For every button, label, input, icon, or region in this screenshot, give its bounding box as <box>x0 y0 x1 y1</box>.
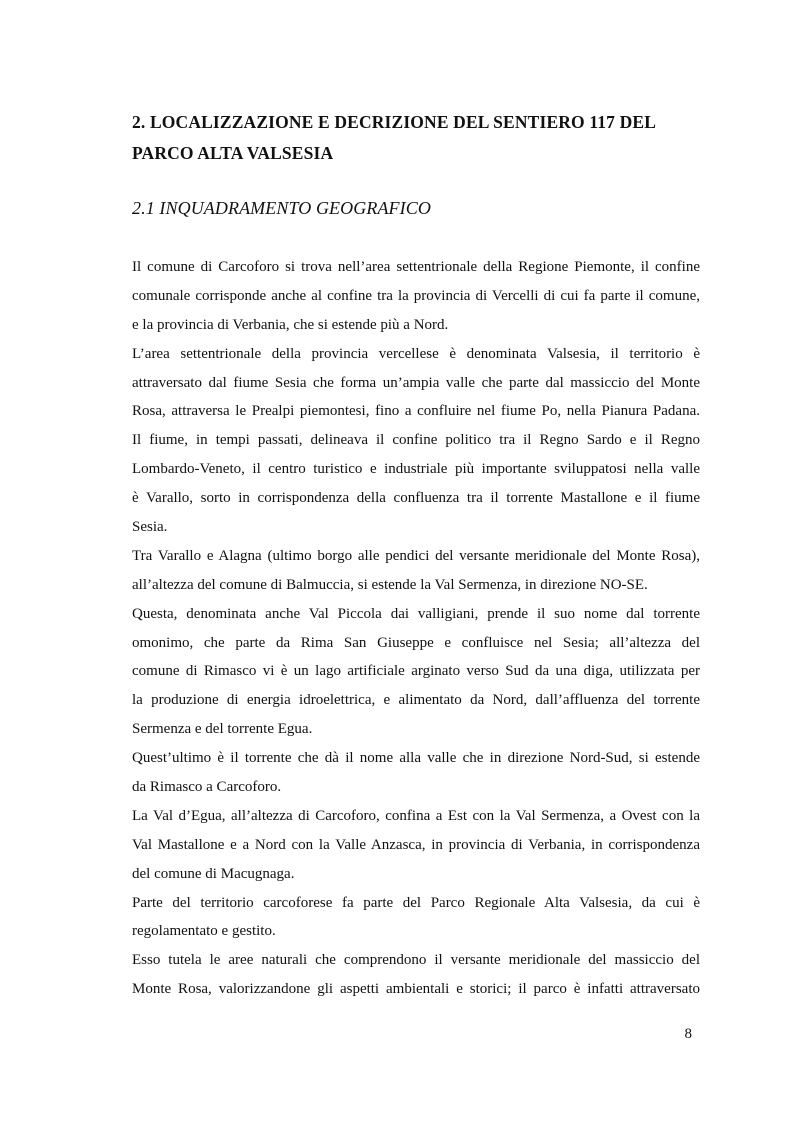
text-line: Lombardo-Veneto, il centro turistico e industriale più importante sviluppatosi nella valle <box>132 461 700 478</box>
text-line: comunale corrisponde anche al confine tra la provincia di Vercelli di cui fa parte il comune, <box>132 287 700 304</box>
text-line: attraversato dal fiume Sesia che forma un’ampia valle che parte dal massiccio del Monte <box>132 374 700 391</box>
text-line: è Varallo, sorto in corrispondenza della confluenza tra il torrente Mastallone e il fiume <box>132 490 700 507</box>
text-line: all’altezza del comune di Balmuccia, si estende la Val Sermenza, in direzione NO-SE. <box>132 576 648 593</box>
page-number: 8 <box>684 1026 692 1042</box>
text-line: Monte Rosa, valorizzandone gli aspetti ambientali e storici; il parco è infatti attraversato <box>132 981 700 998</box>
text-line: da Rimasco a Carcoforo. <box>132 779 282 796</box>
text-line: L’area settentrionale della provincia vercellese è denominata Valsesia, il territorio è <box>132 345 700 362</box>
text-line: Tra Varallo e Alagna (ultimo borgo alle pendici del versante meridionale del Monte Rosa), <box>132 547 700 564</box>
text-line: regolamentato e gestito. <box>132 923 276 940</box>
text-line: comune di Rimasco vi è un lago artificiale arginato verso Sud da una diga, utilizzata per <box>132 663 700 680</box>
text-line: La Val d’Egua, all’altezza di Carcoforo, confina a Est con la Val Sermenza, a Ovest con la <box>132 807 700 824</box>
text-line: Il comune di Carcoforo si trova nell’area settentrionale della Regione Piemonte, il confine <box>132 259 700 275</box>
text-line: Esso tutela le aree naturali che comprendono il versante meridionale del massiccio del <box>132 952 700 969</box>
section-title: 2.1 INQUADRAMENTO GEOGRAFICO <box>132 198 431 218</box>
body-text <box>132 253 700 1004</box>
text-line: del comune di Macugnaga. <box>132 865 295 882</box>
text-line: omonimo, che parte da Rima San Giuseppe e confluisce nel Sesia; all’altezza del <box>132 634 700 651</box>
text-line: e la provincia di Verbania, che si estende più a Nord. <box>132 316 449 333</box>
text-line: Parte del territorio carcoforese fa parte del Parco Regionale Alta Valsesia, da cui è <box>132 894 700 911</box>
chapter-title <box>132 107 700 169</box>
chapter-title-line-2: PARCO ALTA VALSESIA <box>132 143 334 163</box>
text-line: Questa, denominata anche Val Piccola dai valligiani, prende il suo nome dal torrente <box>132 605 700 622</box>
text-line: Sermenza e del torrente Egua. <box>132 721 313 738</box>
text-line: Il fiume, in tempi passati, delineava il confine politico tra il Regno Sardo e il Regno <box>132 432 700 449</box>
text-line: Val Mastallone e a Nord con la Valle Anzasca, in provincia di Verbania, in corrispondenza <box>132 836 700 853</box>
text-line: Sesia. <box>132 519 168 536</box>
text-line: Quest’ultimo è il torrente che dà il nome alla valle che in direzione Nord-Sud, si estende <box>132 750 700 767</box>
chapter-title-line-1: 2. LOCALIZZAZIONE E DECRIZIONE DEL SENTIERO 117 DEL <box>132 112 657 132</box>
text-line: la produzione di energia idroelettrica, e alimentato da Nord, dall’affluenza del torrente <box>132 692 700 709</box>
text-line: Rosa, attraversa le Prealpi piemontesi, fino a confluire nel fiume Po, nella Pianura Padana. <box>132 403 700 420</box>
